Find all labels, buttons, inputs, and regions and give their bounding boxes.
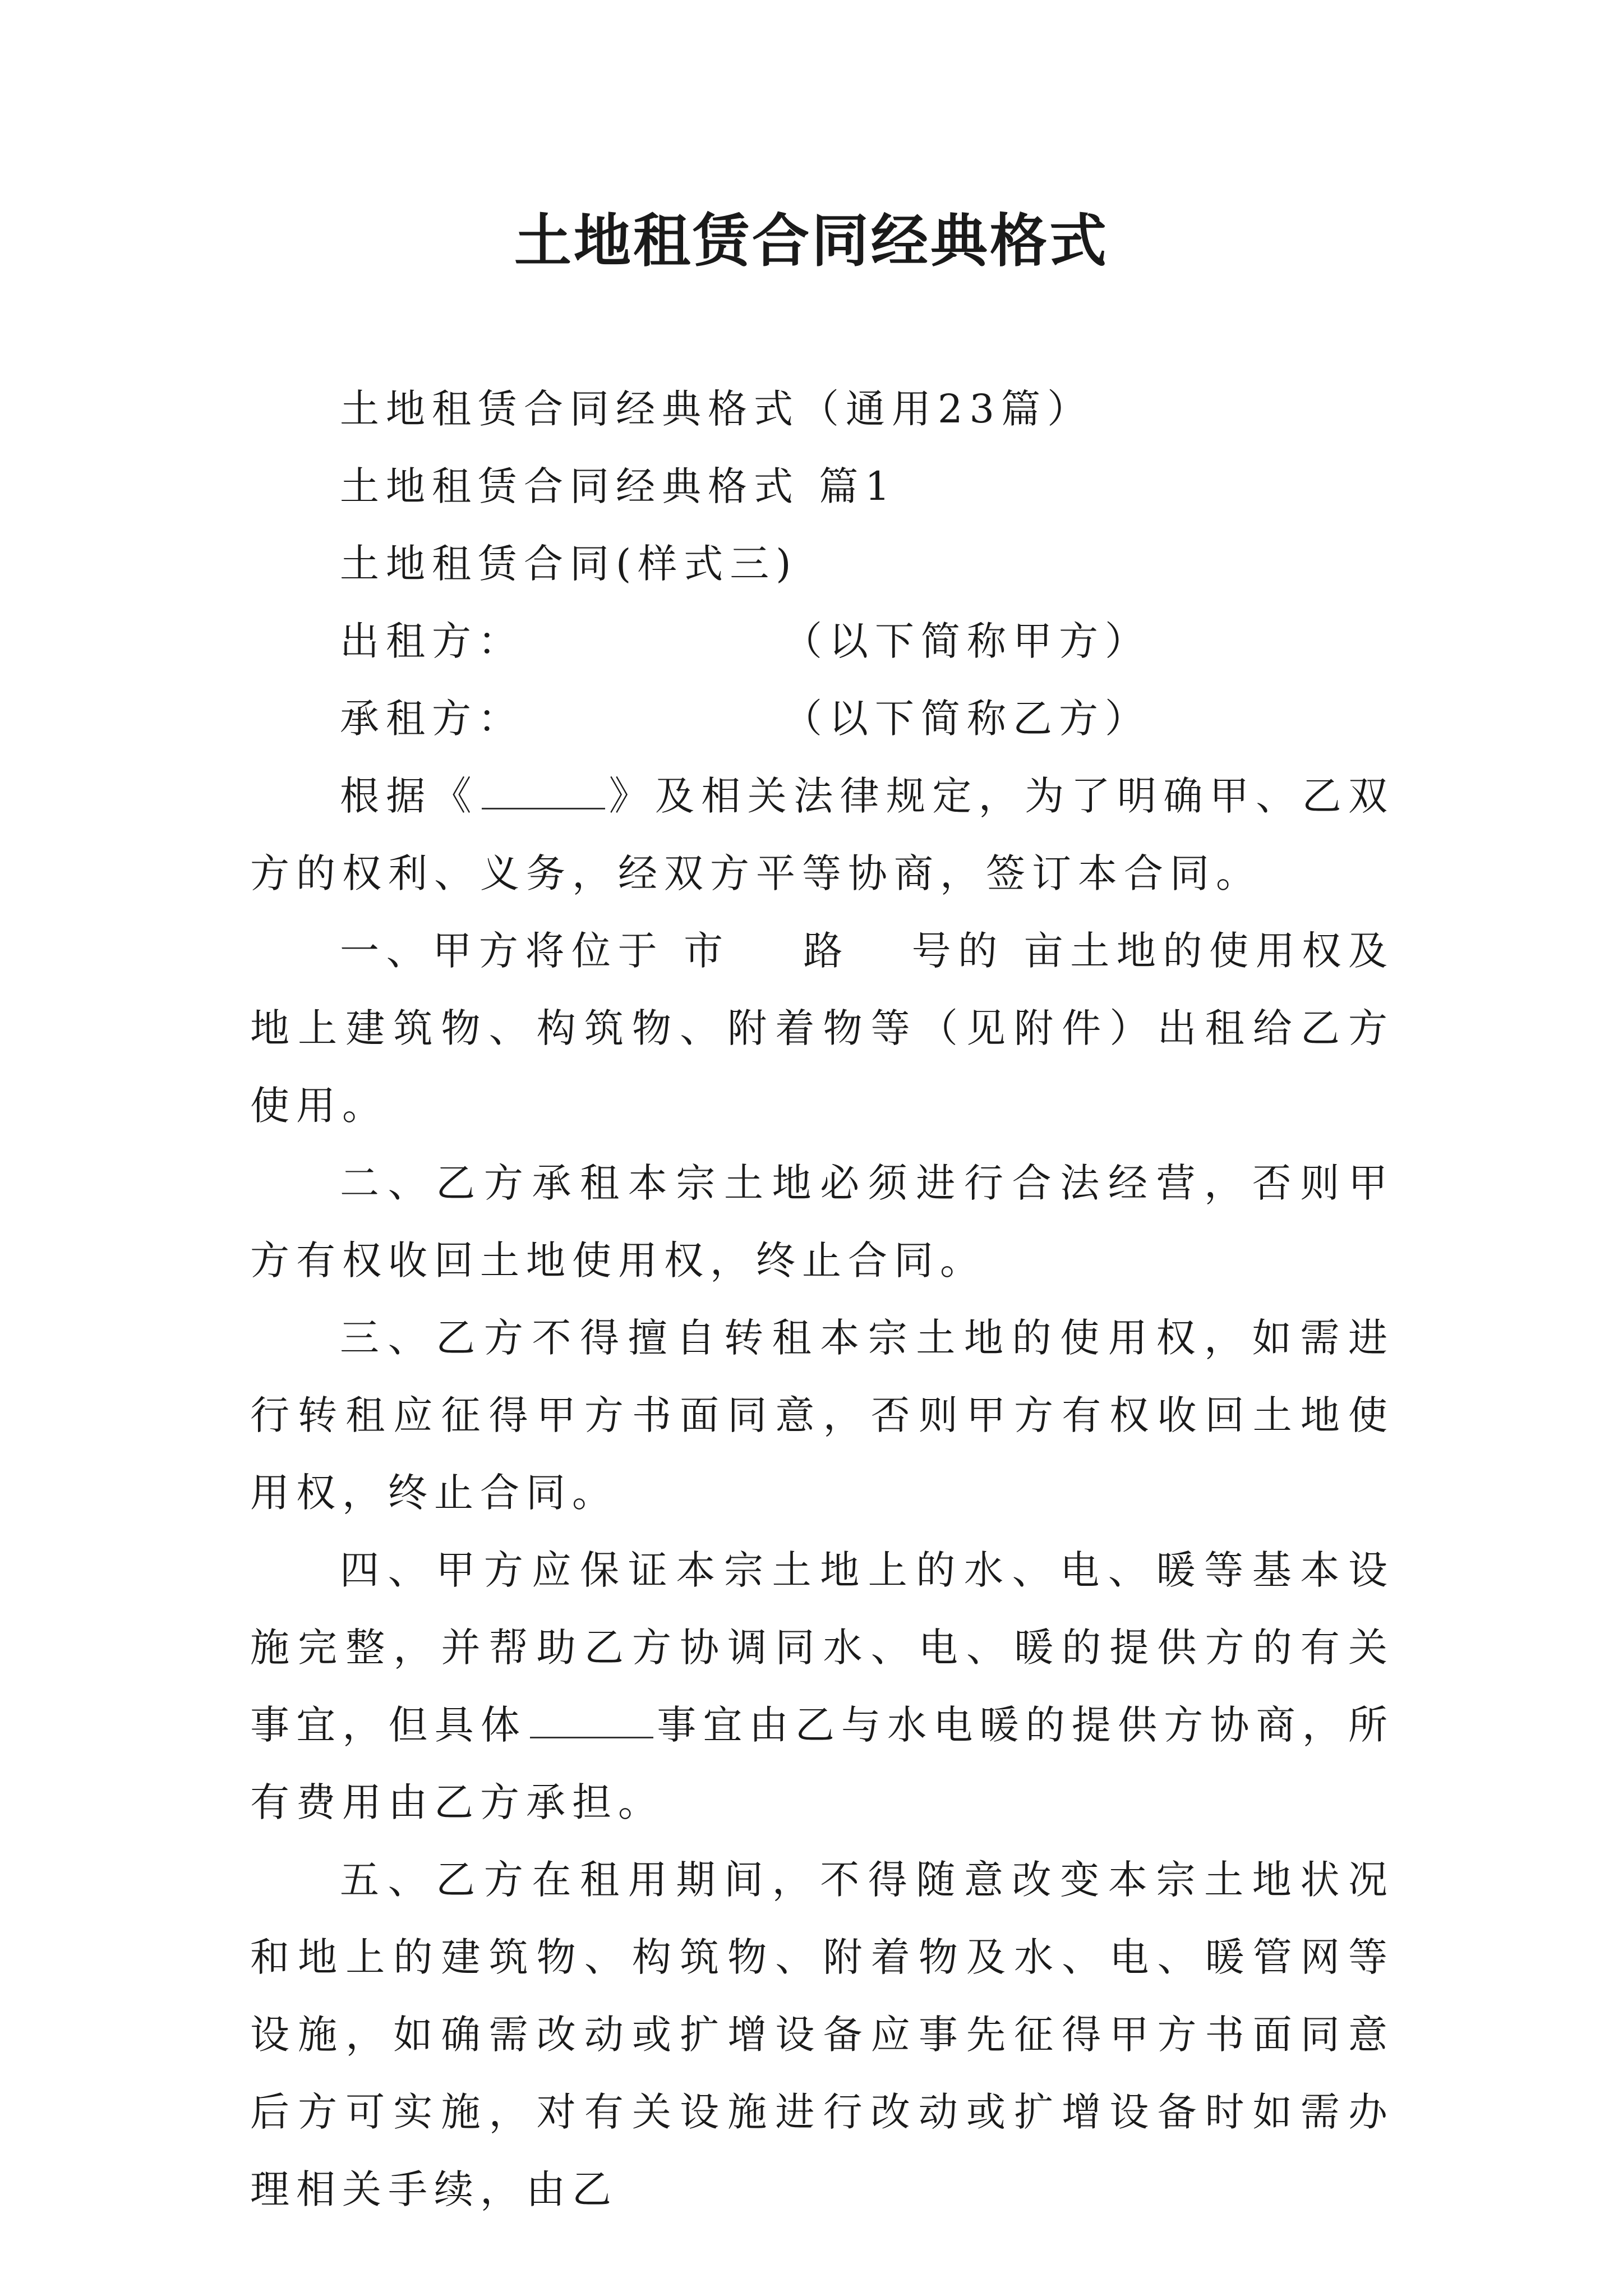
paragraph-basis — [250, 757, 1394, 912]
paragraph-2: 二、乙方承租本宗土地必须进行合法经营，否则甲方有权收回土地使用权，终止合同。 — [250, 1160, 1394, 1283]
basis-text-b: 》及相关法律规定，为了明确甲、乙双方的权利、义务，经双方平等协商，签订本合同。 — [250, 773, 1395, 896]
paragraph-1 — [250, 912, 1394, 1144]
para4-text-b: 事宜由乙与水电暖的提供方协商，所有费用由乙方承担。 — [250, 1702, 1395, 1825]
contract-name: 土地租赁合同(样式三) — [340, 541, 798, 587]
lessee-note: （以下简称乙方） — [783, 696, 1151, 742]
lessee-label: 承租方： — [340, 696, 524, 742]
basis-text-a: 根据《 — [340, 773, 479, 819]
para1-text-b: 路 — [803, 928, 850, 974]
document-title: 土地租赁合同经典格式 — [514, 208, 1109, 275]
document-subtitle: 土地租赁合同经典格式（通用23篇） — [340, 386, 1094, 432]
chapter-heading: 土地租赁合同经典格式 篇1 — [340, 463, 897, 509]
paragraph-3: 三、乙方不得擅自转租本宗土地的使用权，如需进行转租应征得甲方书面同意，否则甲方有权收回土地使用权，终止合同。 — [250, 1315, 1394, 1516]
matter-blank — [530, 1703, 653, 1738]
paragraph-5: 五、乙方在租用期间，不得随意改变本宗土地状况和地上的建筑物、构筑物、附着物及水、电、暖管网等设施，如确需改动或扩增设备应事先征得甲方书面同意后方可实施，对有关设施进行改动或扩增设备时如需办理相关手续，由乙 — [250, 1857, 1394, 2212]
document-body — [250, 370, 1394, 2228]
para4-text-a: 四、甲方应保证本宗土地上的水、电、暖等基本设施完整，并帮助乙方协调同水、电、暖的提供方的有关事宜，但具体 — [250, 1547, 1394, 1748]
para1-text-c: 号的 亩土地的使用权及地上建筑物、构筑物、附着物等（见附件）出租给乙方使用。 — [250, 928, 1394, 1129]
lessee-line — [250, 680, 1394, 757]
lessor-note: （以下简称甲方） — [783, 618, 1151, 664]
law-name-blank — [482, 774, 605, 809]
paragraph-4 — [250, 1531, 1394, 1841]
para1-text-a: 一、甲方将位于 市 — [340, 928, 730, 974]
lessor-line — [250, 602, 1394, 680]
lessor-label: 出租方： — [340, 618, 524, 664]
